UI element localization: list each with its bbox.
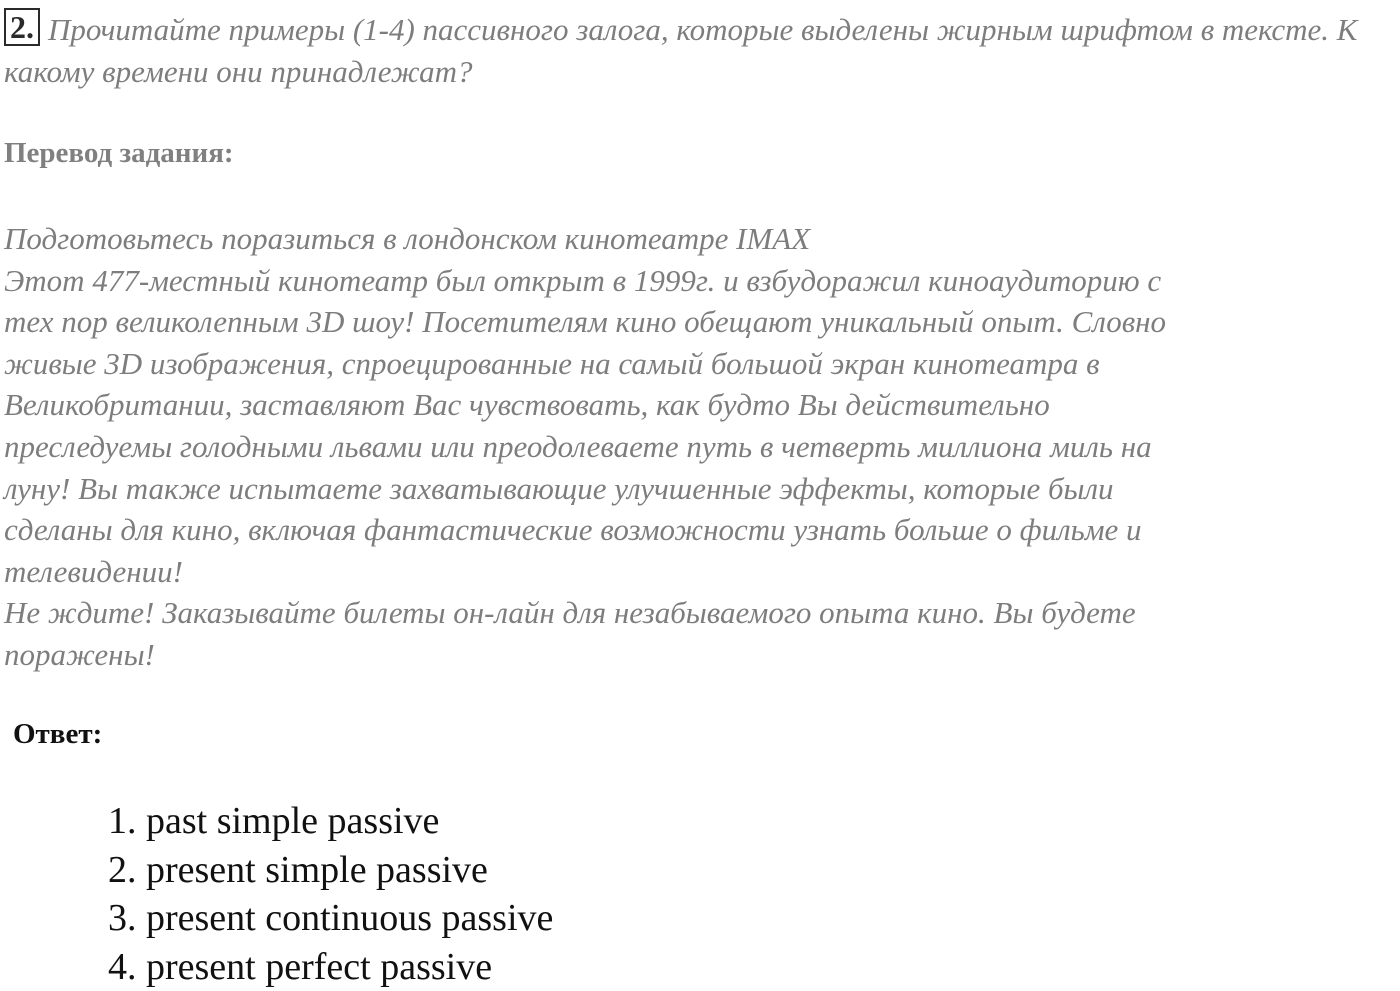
answer-item: 3. present continuous passive — [108, 897, 554, 939]
task-number: 2. — [4, 8, 40, 46]
translation-line: Этот 477-местный кинотеатр был открыт в 1999г. и взбудоражил киноаудиторию с — [4, 262, 1162, 298]
translation-line: Великобритании, заставляют Вас чувствовать, как будто Вы действительно — [4, 387, 1050, 423]
answer-heading: Ответ: — [13, 718, 103, 750]
translation-line: преследуемы голодными львами или преодолеваете путь в четверть миллиона миль на — [4, 428, 1152, 464]
translation-line: поражены! — [4, 636, 155, 672]
task-statement — [4, 8, 1398, 93]
translation-heading: Перевод задания: — [4, 137, 234, 169]
translation-line: телевидении! — [4, 553, 183, 589]
translation-line: сделаны для кино, включая фантастические возможности узнать больше о фильме и — [4, 512, 1142, 548]
translation-line: тех пор великолепным 3D шоу! Посетителям кино обещают уникальный опыт. Словно — [4, 304, 1167, 340]
answer-item: 1. past simple passive — [108, 800, 440, 842]
answer-item: 4. present perfect passive — [108, 945, 493, 988]
translation-line: Подготовьтесь поразиться в лондонском кинотеатре IMAX — [4, 221, 811, 256]
answer-list — [108, 797, 553, 991]
translation-line: луну! Вы также испытаете захватывающие улучшенные эффекты, которые были — [4, 470, 1114, 506]
translation-line: живые 3D изображения, спроецированные на самый большой экран кинотеатра в — [4, 345, 1100, 381]
answer-item: 2. present simple passive — [108, 848, 488, 891]
translation-text — [4, 218, 1384, 676]
translation-line: Не ждите! Заказывайте билеты он-лайн для незабываемого опыта кино. Вы будете — [4, 595, 1136, 631]
task-text: Прочитайте примеры (1-4) пассивного залога, которые выделены жирным шрифтом в тексте. К какому времени они принадлежат? — [4, 12, 1358, 89]
